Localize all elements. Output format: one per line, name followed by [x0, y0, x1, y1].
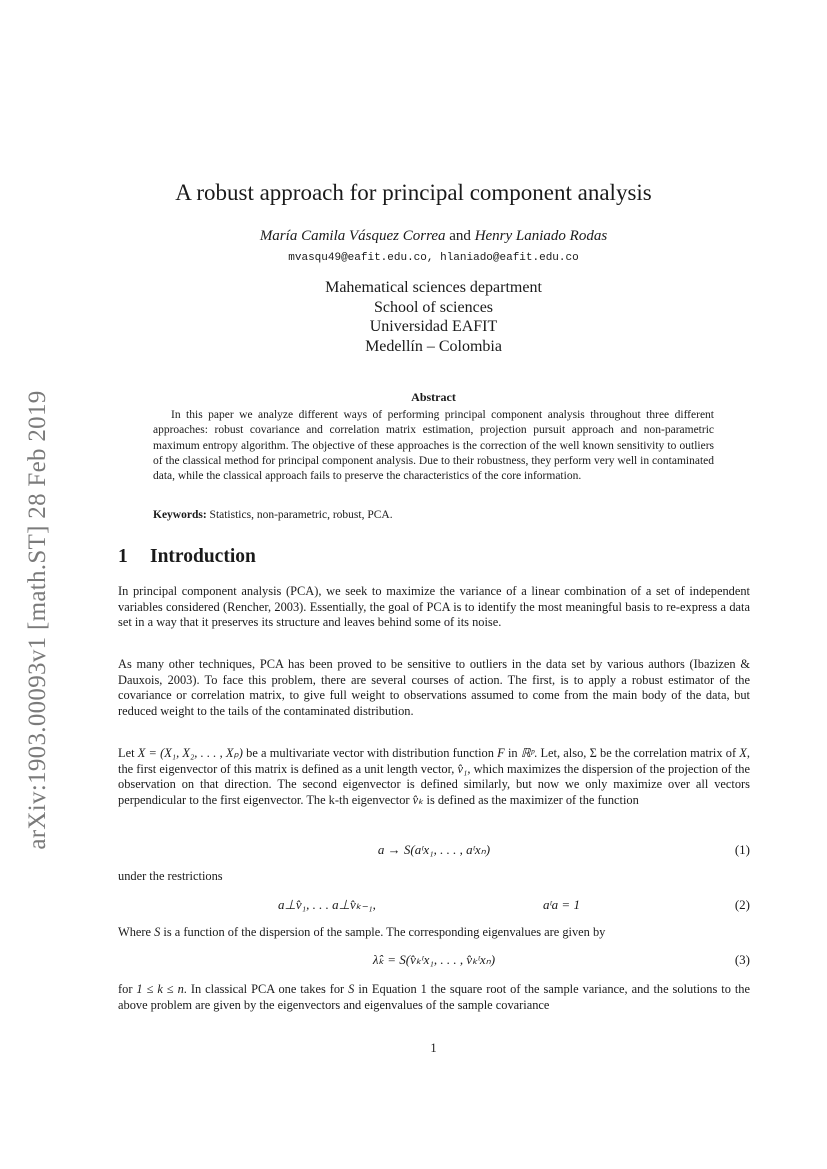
p3-text-a: Let: [118, 746, 138, 760]
math-x-definition: X = (X₁, X₂, . . . , Xₚ): [137, 746, 243, 760]
equation-3: [118, 952, 750, 972]
affiliation-department: Mahematical sciences department: [325, 279, 542, 296]
math-s-2: S: [348, 982, 355, 996]
keywords-label: Keywords:: [153, 509, 207, 521]
equation-3-expression: λ̂ₖ = S(v̂ₖᵗx₁, . . . , v̂ₖᵗxₙ): [372, 952, 496, 967]
page-number: 1: [430, 1041, 437, 1055]
p5-text-b: is a function of the dispersion of the sample. The corresponding eigenvalues are given by: [160, 925, 606, 939]
equation-1: [118, 842, 750, 862]
author-emails: mvasqu49@eafit.edu.co, hlaniado@eafit.edu.co: [288, 252, 579, 264]
p6-text-a: for: [118, 982, 137, 996]
keywords-list: Statistics, non-parametric, robust, PCA.: [209, 509, 393, 521]
abstract-body: In this paper we analyze different ways of performing principal component analysis throughout three different approaches: robust covariance and correlation matrix estimation, projection pursuit approach and non-parametric maximum entropy algorithm. The objective of these approaches is the correction of the well known sensitivity to outliers of the classical method for principal component analysis. Due to their robustness, they perform very well in contaminated data, while the classical approach fails to preserve the characteristics of the core information.: [153, 409, 714, 483]
math-rp: ℝᵖ: [520, 746, 535, 760]
equation-1-number: (1): [734, 842, 750, 857]
abstract-heading: Abstract: [411, 390, 456, 404]
p3-text-b: be a multivariate vector with distribution function: [242, 746, 498, 760]
intro-paragraph-2: As many other techniques, PCA has been proved to be sensitive to outliers in the data set by various authors (Ibazizen & Dauxois, 2003). To face this problem, there are several courses of action. The first, is to apply a robust estimator of the covariance or correlation matrix, to give full weight to observations assumed to come from the main body of the data, but reduced weight to the tails of the contaminated distribution.: [118, 657, 750, 718]
affiliation-school: School of sciences: [373, 298, 494, 316]
p6-text-c: in Equation 1 the square root of the sample variance, and the solutions to the above problem are given by the eigenvectors and eigenvalues of the sample covariance: [118, 982, 751, 1012]
p3-text-e: , the first eigenvector of this matrix is defined as a unit length vector,: [118, 746, 750, 776]
intro-paragraph-restrictions: under the restrictions: [118, 869, 223, 883]
equation-2-number: (2): [734, 897, 750, 912]
affiliation-university: Universidad EAFIT: [369, 318, 498, 335]
math-x: X: [739, 746, 747, 760]
author-1: María Camila Vásquez Correa: [259, 228, 446, 244]
equation-2-left: a⊥v̂₁, . . . a⊥v̂ₖ₋₁,: [278, 897, 376, 912]
p6-text-b: . In classical PCA one takes for: [183, 982, 349, 996]
p3-text-c: in: [504, 746, 521, 760]
author-2: Henry Laniado Rodas: [474, 228, 608, 244]
keywords-line: [153, 509, 714, 521]
math-f: F: [497, 746, 505, 760]
intro-paragraph-5: [118, 925, 750, 941]
section-heading-introduction: [118, 546, 256, 568]
math-s: S: [154, 925, 161, 939]
math-v1: v̂₁: [457, 761, 468, 776]
equation-2-right: aᵗa = 1: [543, 897, 580, 912]
intro-paragraph-1: In principal component analysis (PCA), we seek to maximize the variance of a linear combination of a set of independent variables considered (Rencher, 2003). Essentially, the goal of PCA is to identify the most meaningful basis to re-express a data set in a way that it preserves its structure and leaves behind some of its noise.: [118, 584, 750, 630]
section-number: 1: [118, 546, 128, 567]
p3-text-d: . Let, also, Σ be the correlation matrix of: [534, 746, 740, 760]
section-title: Introduction: [150, 546, 256, 567]
p3-text-f: , which maximizes the dispersion of the projection of the observation on that direction. The second eigenvector is defined similarly, but now we only maximize over all vectors perpendicular to the first eigenvector. The k-th eigenvector: [118, 761, 750, 807]
paper-title: A robust approach for principal component analysis: [175, 180, 652, 205]
affiliation-block: [0, 278, 827, 356]
arxiv-identifier-stamp: arXiv:1903.00093v1 [math.ST] 28 Feb 2019: [24, 390, 51, 850]
affiliation-city: Medellín – Colombia: [365, 337, 502, 355]
math-k-range: 1 ≤ k ≤ n: [136, 982, 184, 996]
intro-paragraph-6: [118, 982, 750, 1013]
equation-3-number: (3): [734, 952, 750, 967]
author-conjunction: and: [449, 228, 471, 244]
equation-1-expression: a → S(aᵗx₁, . . . , aᵗxₙ): [377, 842, 491, 857]
intro-paragraph-3: [118, 746, 750, 808]
p5-text-a: Where: [118, 925, 155, 939]
math-vk: v̂ₖ: [412, 792, 424, 807]
author-line: [0, 228, 827, 245]
p3-text-g: is defined as the maximizer of the function: [423, 792, 639, 807]
equation-2: [118, 897, 750, 917]
